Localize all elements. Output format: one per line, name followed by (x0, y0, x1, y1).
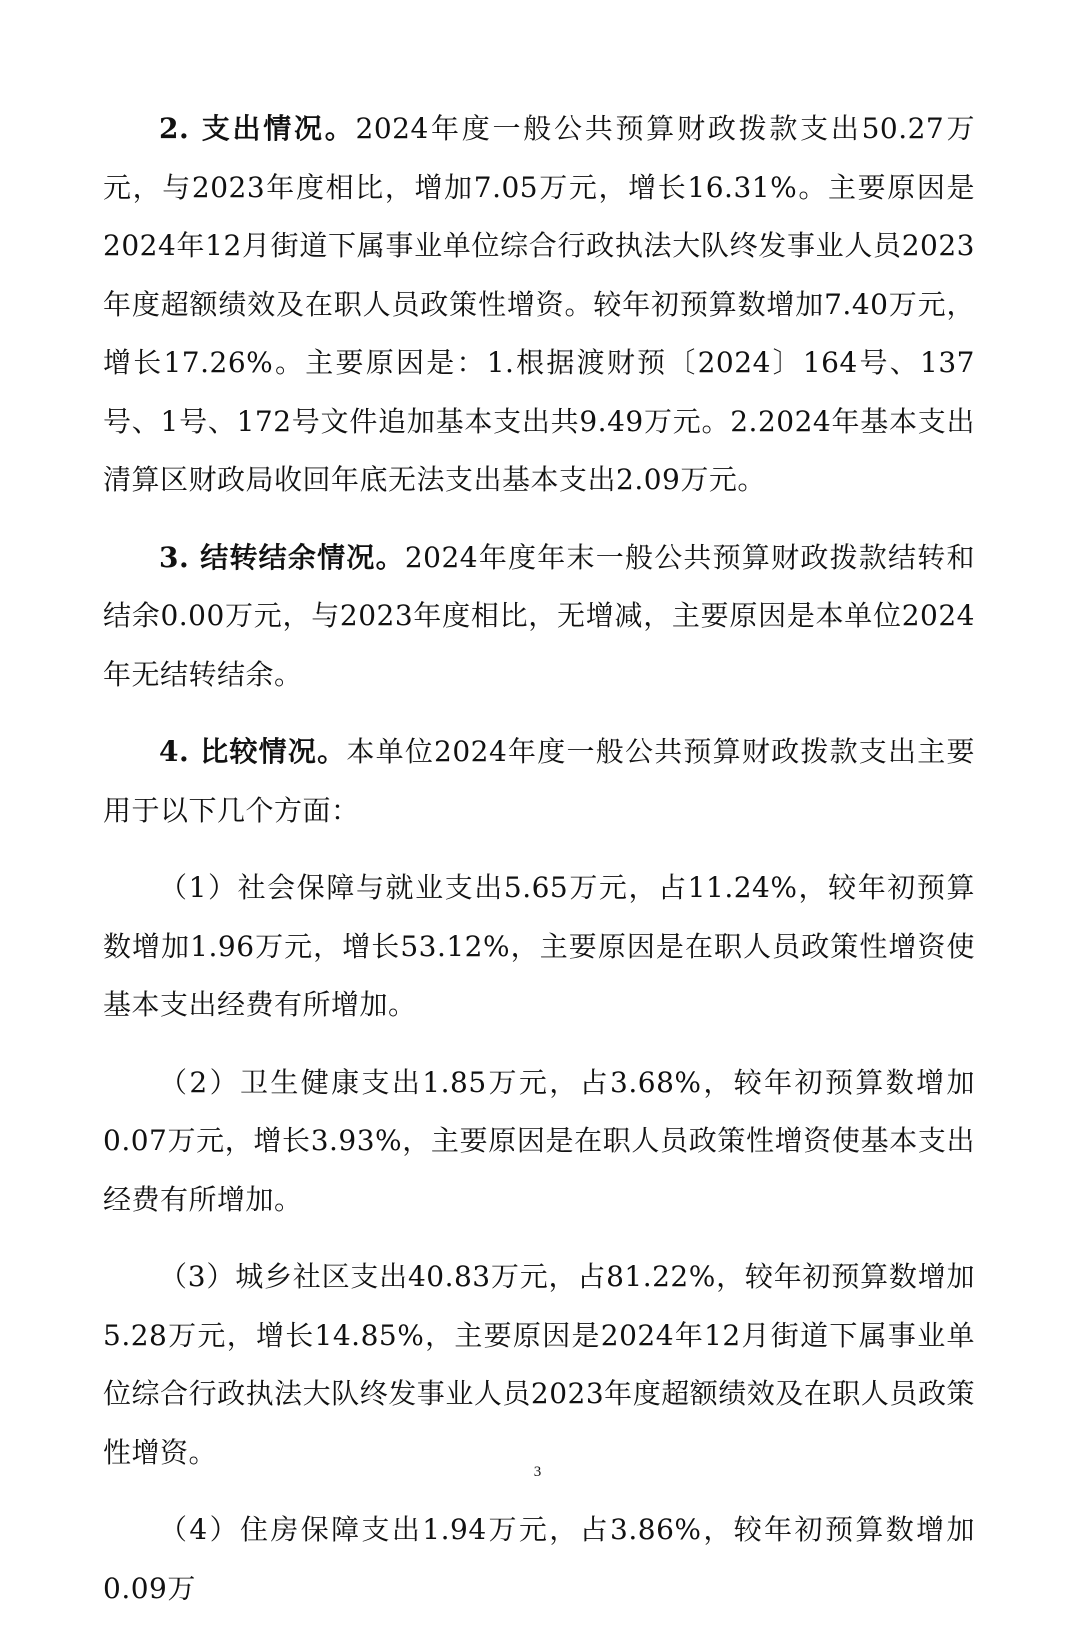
item-body: （3）城乡社区支出40.83万元，占81.22%，较年初预算数增加5.28万元，增长14.85%，主要原因是2024年12月街道下属事业单位综合行政执法大队终发事业人员2023年度超额绩效及在职人员政策性增资。 (103, 1260, 975, 1469)
item-housing (103, 1501, 975, 1618)
section-body: 2024年度一般公共预算财政拨款支出50.27万元，与2023年度相比，增加7.05万元，增长16.31%。主要原因是2024年12月街道下属事业单位综合行政执法大队终发事业人员2023年度超额绩效及在职人员政策性增资。较年初预算数增加7.40万元，增长17.26%。主要原因是：1.根据渡财预〔2024〕164号、137号、1号、172号文件追加基本支出共9.49万元。2.2024年基本支出清算区财政局收回年底无法支出基本支出2.09万元。 (103, 112, 976, 496)
section-comparison (103, 723, 975, 840)
section-heading: 3. 结转结余情况。 (159, 540, 405, 574)
item-urban-rural (103, 1248, 975, 1482)
item-social-security (103, 859, 975, 1035)
item-body: （4）住房保障支出1.94万元，占3.86%，较年初预算数增加0.09万 (103, 1513, 975, 1605)
section-carryover (103, 529, 975, 705)
section-heading: 4. 比较情况。 (159, 735, 347, 768)
page-number: 3 (533, 1464, 542, 1480)
section-body: 本单位2024年度一般公共预算财政拨款支出主要用于以下几个方面： (103, 735, 975, 827)
section-expenditure (103, 100, 975, 510)
item-body: （1）社会保障与就业支出5.65万元，占11.24%，较年初预算数增加1.96万元，增长53.12%，主要原因是在职人员政策性增资使基本支出经费有所增加。 (103, 871, 975, 1021)
document-page (103, 100, 975, 1637)
section-heading: 2. 支出情况。 (159, 112, 356, 145)
item-health (103, 1054, 975, 1230)
section-body: 2024年度年末一般公共预算财政拨款结转和结余0.00万元，与2023年度相比，无增减，主要原因是本单位2024年无结转结余。 (103, 540, 975, 691)
item-body: （2）卫生健康支出1.85万元，占3.68%，较年初预算数增加0.07万元，增长3.93%，主要原因是在职人员政策性增资使基本支出经费有所增加。 (103, 1065, 975, 1216)
